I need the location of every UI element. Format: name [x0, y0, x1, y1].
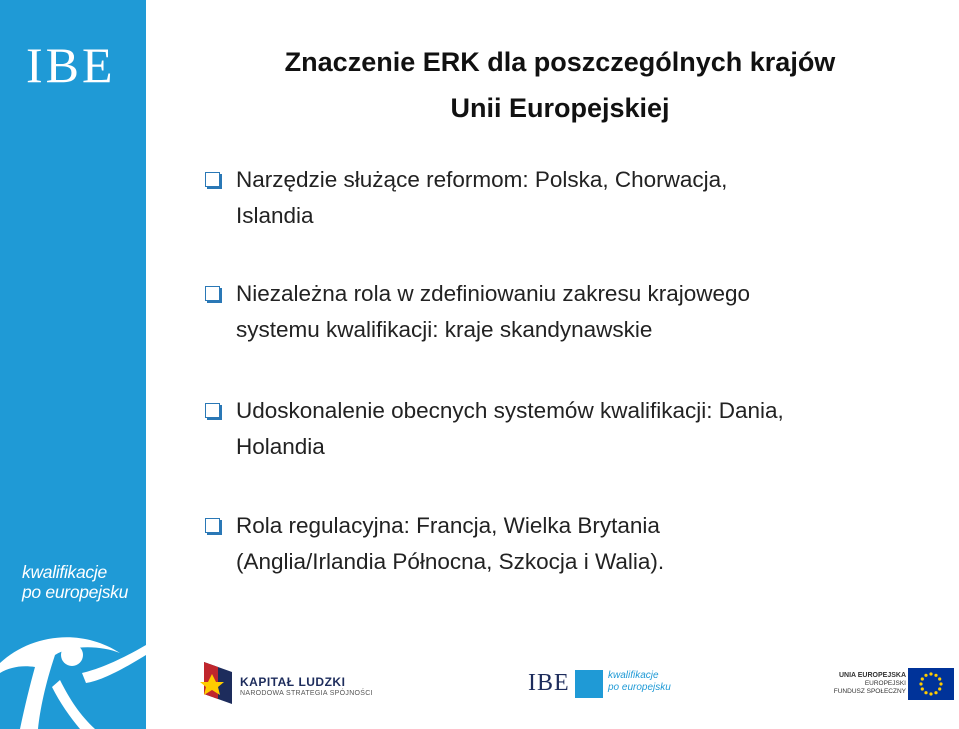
bullet-text-line: Holandia: [236, 434, 325, 459]
eu-flag-icon: [908, 668, 954, 700]
kapital-ludzki-title: KAPITAŁ LUDZKI: [240, 675, 346, 689]
kapital-ludzki-logo-icon: [200, 660, 236, 706]
ibe-logo: IBE: [26, 37, 116, 93]
checkbox-bullet-icon: [205, 172, 220, 187]
ibe-footer-tagline-line-1: kwalifikacje: [608, 670, 659, 681]
kapital-ludzki-subtitle: NARODOWA STRATEGIA SPÓJNOŚCI: [240, 690, 373, 697]
checkbox-bullet-icon: [205, 403, 220, 418]
bullet-item: [205, 393, 955, 465]
bullet-text-line: systemu kwalifikacji: kraje skandynawskie: [236, 317, 653, 342]
ibe-footer-tagline: [608, 670, 671, 694]
ue-line-2: EUROPEJSKI: [864, 680, 906, 687]
ibe-footer-logo: IBE: [528, 670, 570, 696]
bullet-text-line: Niezależna rola w zdefiniowaniu zakresu krajowego: [236, 281, 751, 306]
tagline-line-1: kwalifikacje: [22, 562, 107, 582]
bullet-text-line: Narzędzie służące reformom: Polska, Chorwacja,: [236, 167, 728, 192]
bullet-item: [205, 508, 955, 580]
ue-line-1: UNIA EUROPEJSKA: [838, 672, 906, 679]
bullet-text-line: Rola regulacyjna: Francja, Wielka Brytania: [236, 513, 660, 538]
slide-title-line-1: Znaczenie ERK dla poszczególnych krajów: [284, 47, 836, 77]
ue-text-block: [826, 672, 906, 696]
ibe-footer-tagline-line-2: po europejsku: [608, 682, 671, 693]
bullet-text-line: Islandia: [236, 203, 314, 228]
ibe-figure-icon: [575, 670, 603, 698]
sidebar-tagline: [22, 562, 128, 602]
bullet-text-line: (Anglia/Irlandia Północna, Szkocja i Walia).: [236, 549, 665, 574]
slide-title-line-2: Unii Europejskiej: [450, 93, 670, 123]
checkbox-bullet-icon: [205, 518, 220, 533]
bullet-text-line: Udoskonalenie obecnych systemów kwalifikacji: Dania,: [236, 398, 784, 423]
bullet-item: [205, 276, 955, 348]
ue-line-3: FUNDUSZ SPOŁECZNY: [833, 688, 906, 695]
tagline-line-2: po europejsku: [22, 582, 129, 602]
sidebar: [0, 0, 146, 729]
running-figure-icon: [0, 625, 146, 729]
bullet-item: [205, 162, 955, 234]
checkbox-bullet-icon: [205, 286, 220, 301]
